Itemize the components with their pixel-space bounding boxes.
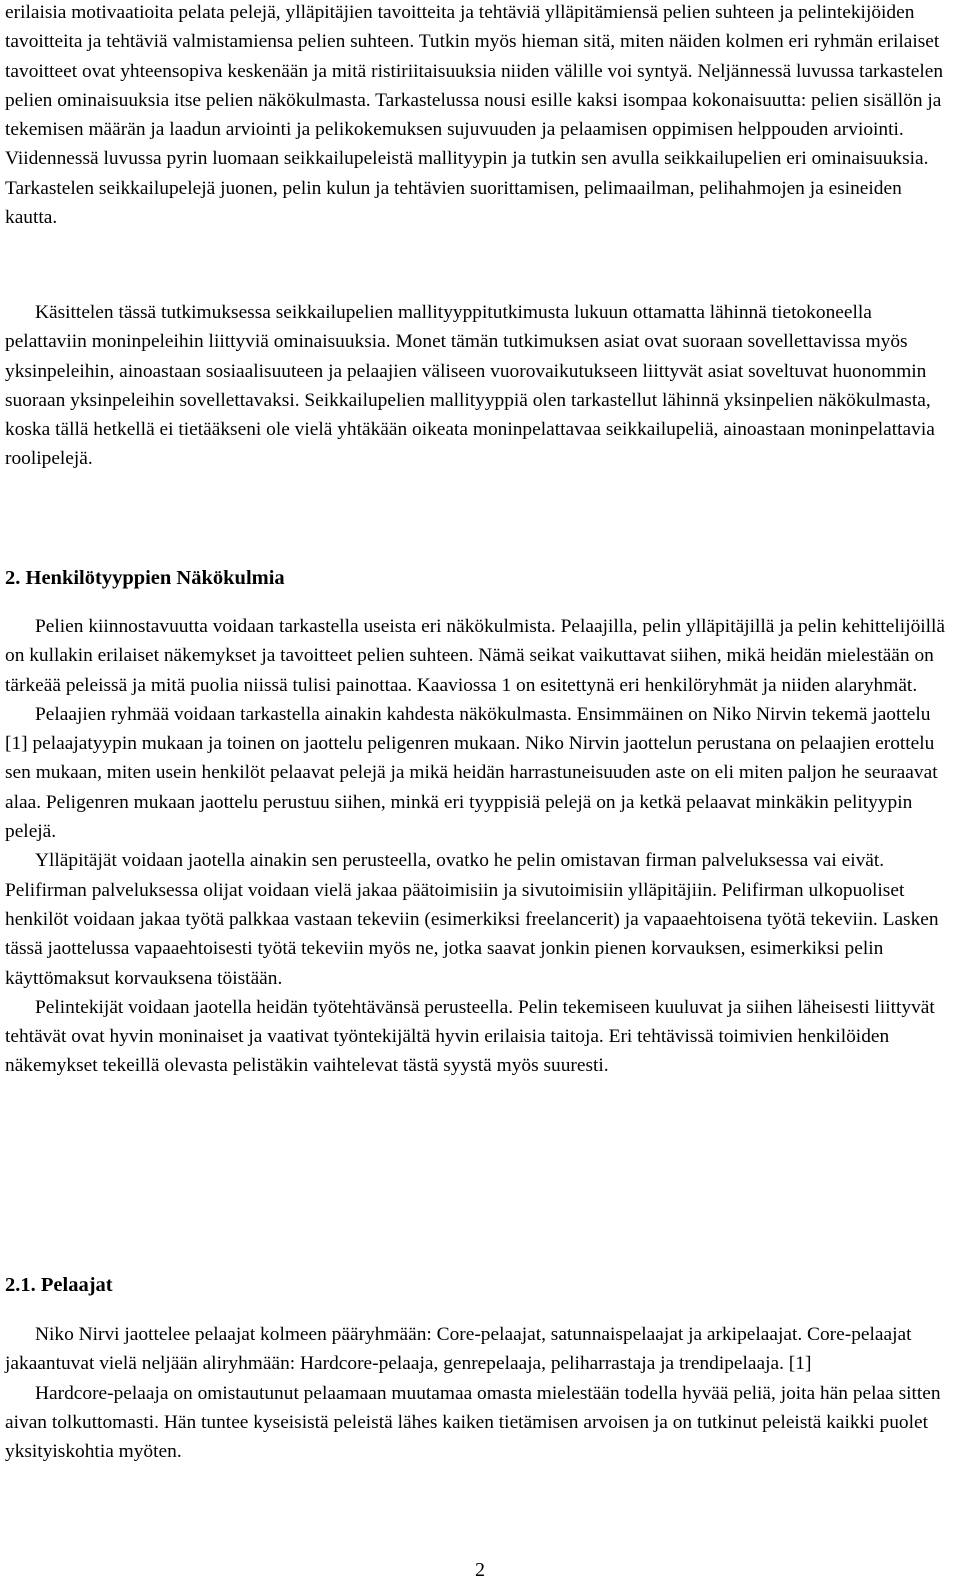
section-heading-2-1: 2.1. Pelaajat xyxy=(5,1274,113,1296)
section-2-paragraph-4: Pelintekijät voidaan jaotella heidän työtehtävänsä perusteella. Pelin tekemiseen kuuluvat ja siihen läheisesti liittyvät tehtävät ovat hyvin moninaiset ja vaativat työntekijältä hyvin erilaisia taitoja. Eri tehtävissä toimivien henkilöiden näkemykset tekeillä olevasta pelistäkin vaihtelevat tästä syystä myös suuresti. xyxy=(5,996,935,1077)
intro-paragraph-2: Käsittelen tässä tutkimuksessa seikkailupelien mallityyppitutkimusta lukuun ottamatta lähinnä tietokoneella pelattaviin moninpeleihin liittyviä ominaisuuksia. Monet tämän tutkimuksen asiat ovat suoraan sovellettavissa myös yksinpeleihin, ainoastaan sosiaalisuuteen ja pelaajien väliseen vuorovaikutukseen liittyvät asiat soveltuvat huonommin suoraan yksinpeleihin sovellettavaksi. Seikkailupelien mallityyppiä olen tarkastellut lähinnä yksinpelien näkökulmasta, koska tällä hetkellä ei tietääkseni ole vielä yhtäkään oikeata moninpelattavaa seikkailupeliä, ainoastaan moninpelattavia roolipelejä. xyxy=(5,302,935,470)
intro-block xyxy=(5,0,950,232)
section-2-body xyxy=(5,612,950,1081)
section-2-1-body xyxy=(5,1320,950,1466)
section-2-1-paragraph-1: Niko Nirvi jaottelee pelaajat kolmeen pääryhmään: Core-pelaajat, satunnaispelaajat ja arkipelaajat. Core-pelaajat jakaantuvat vielä neljään aliryhmään: Hardcore-pelaaja, genrepelaaja, peliharrastaja ja trendipelaaja. [1] xyxy=(5,1324,912,1375)
page-number: 2 xyxy=(475,1559,485,1581)
section-2-paragraph-1: Pelien kiinnostavuutta voidaan tarkastella useista eri näkökulmista. Pelaajilla, pelin ylläpitäjillä ja pelin kehittelijöillä on kullakin erilaiset näkemykset ja tavoitteet pelien suhteen. Nämä seikat vaikuttavat siihen, mikä heidän mielestään on tärkeää peleissä ja mitä puolia niissä tulisi painottaa. Kaaviossa 1 on esitettynä eri henkilöryhmät ja niiden alaryhmät. xyxy=(5,616,946,696)
section-2-paragraph-2: Pelaajien ryhmää voidaan tarkastella ainakin kahdesta näkökulmasta. Ensimmäinen on Niko Nirvin tekemä jaottelu [1] pelaajatyypin mukaan ja toinen on jaottelu peligenren mukaan. Niko Nirvin jaottelun perustana on pelaajien erottelu sen mukaan, miten usein henkilöt pelaavat pelejä ja mikä heidän harrastuneisuuden aste on eli miten paljon he seuraavat alaa. Peligenren mukaan jaottelu perustuu siihen, minkä eri tyyppisiä pelejä on ja ketkä pelaavat minkäkin pelityypin pelejä. xyxy=(5,703,938,843)
section-2-paragraph-3: Ylläpitäjät voidaan jaotella ainakin sen perusteella, ovatko he pelin omistavan firman palveluksessa vai eivät. Pelifirman palveluksessa olijat voidaan vielä jakaa päätoimisiin ja sivutoimisiin ylläpitäjiin. Pelifirman ulkopuoliset henkilöt voidaan jakaa työtä palkkaa vastaan tekeviin (esimerkiksi freelancerit) ja vapaaehtoisena työtä tekeviin. Lasken tässä jaottelussa vapaaehtoisesti työtä tekeviin myös ne, jotka saavat jonkin pienen korvauksen, esimerkiksi pelin käyttömaksut korvauksena töistään. xyxy=(5,850,939,989)
section-2-1-paragraph-2: Hardcore-pelaaja on omistautunut pelaamaan muutamaa omasta mielestään todella hyvää peliä, joita hän pelaa sitten aivan tolkuttomasti. Hän tuntee kyseisistä peleistä lähes kaiken tietämisen arvoisen ja on tutkinut peleistä kaikki puolet yksityiskohtia myöten. xyxy=(5,1382,941,1463)
intro-block-2 xyxy=(5,298,950,474)
intro-paragraph-1: erilaisia motivaatioita pelata pelejä, ylläpitäjien tavoitteita ja tehtäviä ylläpitämiensä pelien suhteen ja pelintekijöiden tavoitteita ja tehtäviä valmistamiensa pelien suhteen. Tutkin myös hieman sitä, miten näiden kolmen eri ryhmän erilaiset tavoitteet ovat yhteensopiva keskenään ja mitä ristiriitaisuuksia niiden välille voi syntyä. Neljännessä luvussa tarkastelen pelien ominaisuuksia itse pelien näkökulmasta. Tarkastelussa nousi esille kaksi isompaa kokonaisuutta: pelien sisällön ja tekemisen määrän ja laadun arviointi ja pelikokemuksen sujuvuuden ja pelaamisen oppimisen helppouden arviointi. Viidennessä luvussa pyrin luomaan seikkailupeleistä mallityypin ja tutkin sen avulla seikkailupelien eri ominaisuuksia. Tarkastelen seikkailupelejä juonen, pelin kulun ja tehtävien suorittamisen, pelimaailman, pelihahmojen ja esineiden kautta. xyxy=(5,2,944,229)
section-heading-2: 2. Henkilötyyppien Näkökulmia xyxy=(5,567,285,589)
